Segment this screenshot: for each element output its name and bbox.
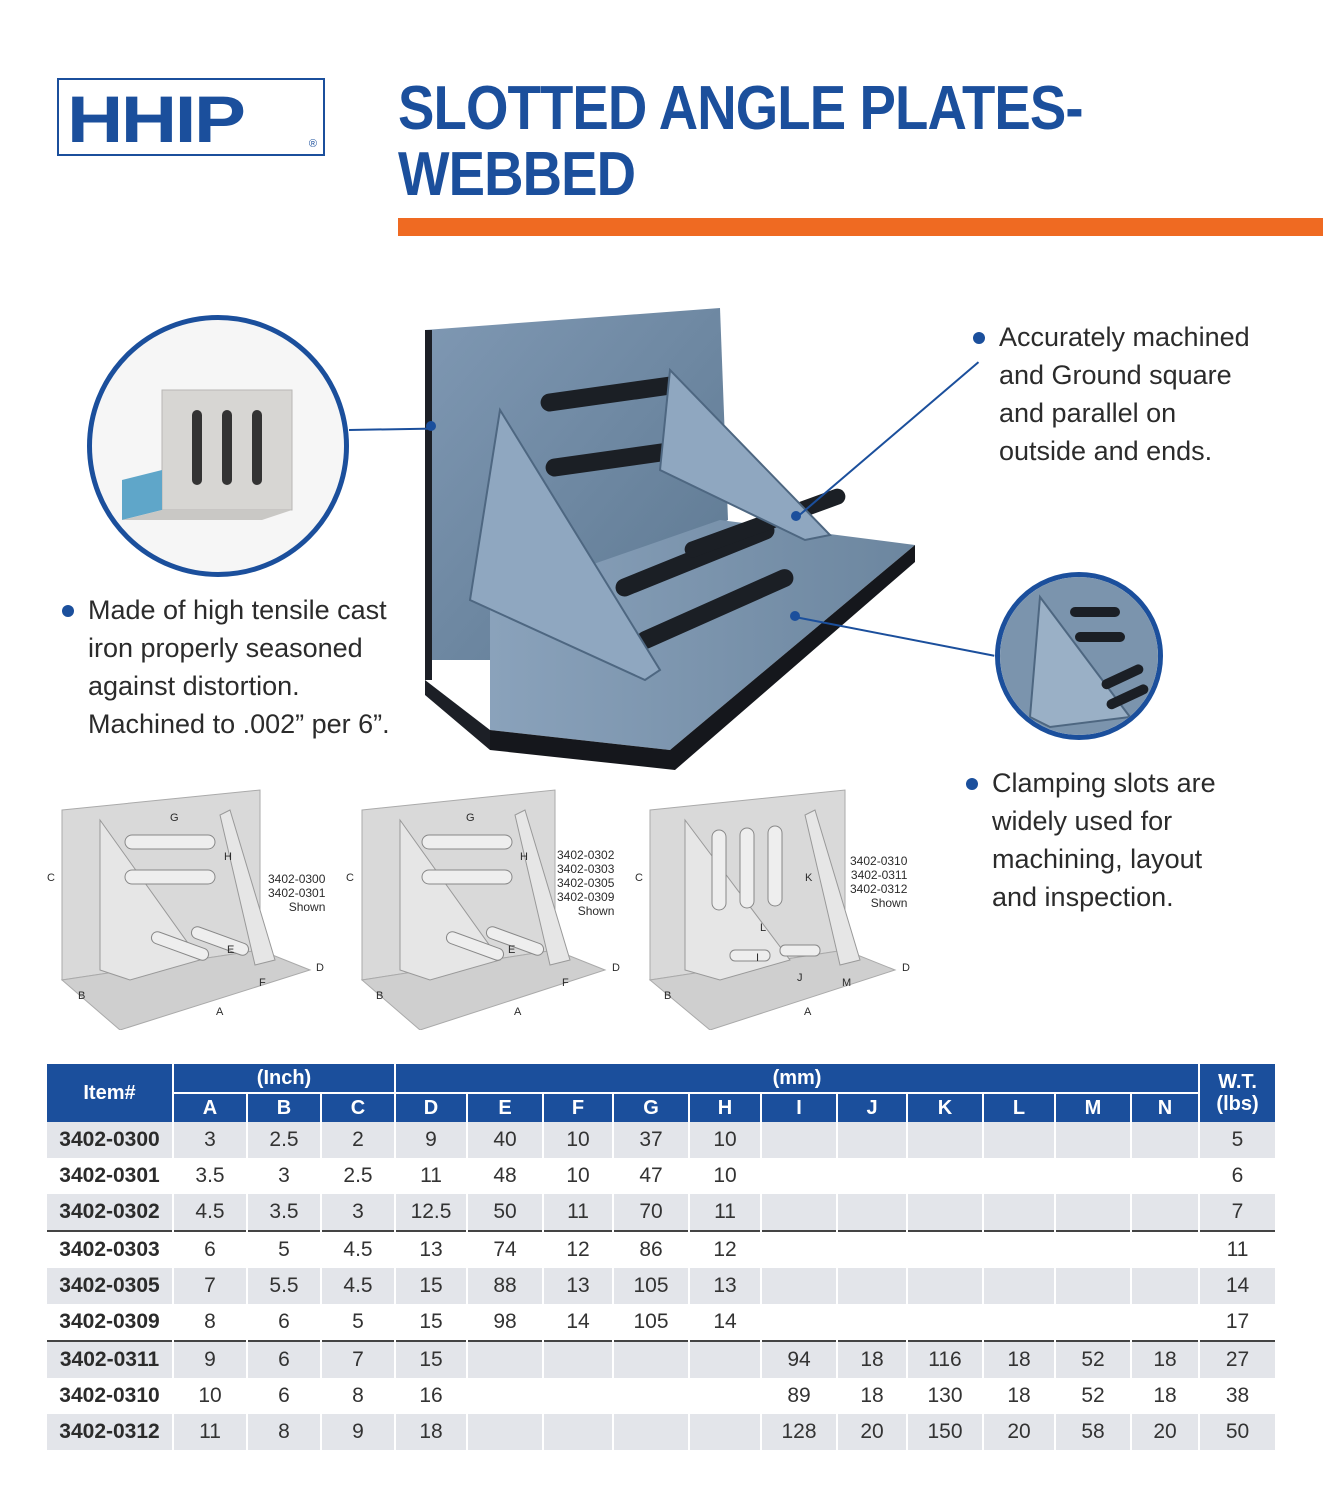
- table-cell: 15: [395, 1268, 467, 1304]
- detail-circle-slotted-plate: [87, 315, 349, 577]
- table-cell: 128: [761, 1414, 837, 1450]
- table-cell: 15: [395, 1341, 467, 1378]
- feature-machined-line: Accurately machined: [999, 322, 1250, 352]
- diagram-3-label-m: M: [842, 977, 852, 989]
- table-cell: 27: [1199, 1341, 1275, 1378]
- table-cell: [1131, 1158, 1199, 1194]
- column-header-l: L: [983, 1093, 1055, 1122]
- diagram-2-label-e: E: [508, 944, 516, 956]
- table-cell: [907, 1122, 983, 1158]
- model-number: 3402-0309: [557, 890, 615, 904]
- column-header-k: K: [907, 1093, 983, 1122]
- slotted-plate-image: [92, 320, 344, 572]
- table-cell: 89: [761, 1378, 837, 1414]
- diagram-1-models: [268, 872, 325, 914]
- feature-material-line: iron properly seasoned: [88, 633, 363, 663]
- item-number-cell: 3402-0305: [47, 1268, 173, 1304]
- table-cell: [761, 1122, 837, 1158]
- table-cell: 13: [395, 1231, 467, 1268]
- table-cell: [467, 1341, 543, 1378]
- bullet-icon: [62, 605, 74, 617]
- feature-machined-line: outside and ends.: [999, 436, 1213, 466]
- diagram-3-models: [850, 854, 907, 910]
- diagram-3-label-i: I: [756, 952, 760, 964]
- table-cell: 16: [395, 1378, 467, 1414]
- column-header-a: A: [173, 1093, 247, 1122]
- table-cell: 3: [321, 1194, 395, 1231]
- table-row: [47, 1194, 1275, 1231]
- table-row: [47, 1341, 1275, 1378]
- model-number: 3402-0310: [850, 854, 908, 868]
- table-cell: [1055, 1268, 1131, 1304]
- table-cell: 11: [1199, 1231, 1275, 1268]
- table-cell: 5.5: [247, 1268, 321, 1304]
- table-cell: 52: [1055, 1341, 1131, 1378]
- diagram-1-label-c: C: [47, 872, 55, 884]
- diagram-1-label-a: A: [216, 1006, 224, 1018]
- diagram-2-label-d: D: [612, 962, 620, 974]
- specification-table: [47, 1064, 1275, 1450]
- table-cell: 14: [543, 1304, 613, 1341]
- item-number-cell: 3402-0311: [47, 1341, 173, 1378]
- table-cell: 11: [395, 1158, 467, 1194]
- table-cell: 20: [1131, 1414, 1199, 1450]
- table-cell: 105: [613, 1268, 689, 1304]
- model-number: 3402-0300: [268, 872, 326, 886]
- diagram-3-label-c: C: [635, 872, 643, 884]
- table-cell: [761, 1194, 837, 1231]
- column-header-row: [47, 1093, 1275, 1122]
- table-cell: [689, 1341, 761, 1378]
- item-number-cell: 3402-0303: [47, 1231, 173, 1268]
- table-cell: 12: [689, 1231, 761, 1268]
- table-cell: 5: [1199, 1122, 1275, 1158]
- table-cell: 9: [321, 1414, 395, 1450]
- logo-text: HHIP: [67, 82, 244, 156]
- table-cell: [1131, 1268, 1199, 1304]
- table-cell: 18: [1131, 1378, 1199, 1414]
- table-cell: 6: [247, 1378, 321, 1414]
- table-cell: [983, 1268, 1055, 1304]
- item-number-cell: 3402-0302: [47, 1194, 173, 1231]
- table-row: [47, 1378, 1275, 1414]
- feature-material: [88, 591, 390, 743]
- table-cell: 2: [321, 1122, 395, 1158]
- table-cell: 9: [395, 1122, 467, 1158]
- table-cell: 15: [395, 1304, 467, 1341]
- table-cell: [543, 1378, 613, 1414]
- table-row: [47, 1158, 1275, 1194]
- table-cell: 7: [321, 1341, 395, 1378]
- column-header-f: F: [543, 1093, 613, 1122]
- table-cell: [1131, 1304, 1199, 1341]
- table-cell: 105: [613, 1304, 689, 1341]
- feature-material-line: against distortion.: [88, 671, 300, 701]
- table-cell: [837, 1122, 907, 1158]
- model-number: 3402-0312: [850, 882, 908, 896]
- table-cell: 5: [321, 1304, 395, 1341]
- table-cell: [983, 1122, 1055, 1158]
- leader-dot-3: [791, 511, 801, 521]
- table-cell: [837, 1194, 907, 1231]
- diagram-2-label-g: G: [466, 812, 475, 824]
- table-cell: [543, 1414, 613, 1450]
- table-cell: [983, 1231, 1055, 1268]
- column-header-i: I: [761, 1093, 837, 1122]
- diagram-2-label-f: F: [562, 977, 569, 989]
- feature-machined-line: and parallel on: [999, 398, 1177, 428]
- table-cell: 14: [689, 1304, 761, 1341]
- table-cell: [837, 1158, 907, 1194]
- diagram-1-label-e: E: [227, 944, 235, 956]
- feature-slots-line: machining, layout: [992, 844, 1203, 874]
- column-header-j: J: [837, 1093, 907, 1122]
- table-cell: 116: [907, 1341, 983, 1378]
- table-cell: [907, 1231, 983, 1268]
- table-cell: [1055, 1194, 1131, 1231]
- model-number: 3402-0302: [557, 848, 615, 862]
- table-cell: 7: [173, 1268, 247, 1304]
- table-cell: [467, 1414, 543, 1450]
- table-cell: 130: [907, 1378, 983, 1414]
- table-cell: [837, 1304, 907, 1341]
- diagram-2-models: [557, 848, 614, 918]
- diagram-1-label-g: G: [170, 812, 179, 824]
- table-cell: 14: [1199, 1268, 1275, 1304]
- table-cell: 9: [173, 1341, 247, 1378]
- leader-dot-1: [426, 421, 436, 431]
- table-cell: 52: [1055, 1378, 1131, 1414]
- table-cell: 2.5: [247, 1122, 321, 1158]
- table-cell: 18: [1131, 1341, 1199, 1378]
- diagram-2-label-h: H: [520, 851, 528, 863]
- web-detail-image: [1000, 577, 1158, 735]
- table-cell: [761, 1268, 837, 1304]
- table-cell: [613, 1414, 689, 1450]
- table-row: [47, 1414, 1275, 1450]
- diagram-1-label-d: D: [316, 962, 324, 974]
- column-header-d: D: [395, 1093, 467, 1122]
- table-cell: 40: [467, 1122, 543, 1158]
- column-header-b: B: [247, 1093, 321, 1122]
- table-cell: 20: [983, 1414, 1055, 1450]
- table-cell: 10: [689, 1158, 761, 1194]
- diagram-3-label-d: D: [902, 962, 910, 974]
- table-cell: 74: [467, 1231, 543, 1268]
- table-cell: 3.5: [173, 1158, 247, 1194]
- table-cell: 70: [613, 1194, 689, 1231]
- table-cell: 10: [543, 1122, 613, 1158]
- table-cell: 50: [1199, 1414, 1275, 1450]
- table-cell: 18: [983, 1378, 1055, 1414]
- table-cell: 6: [173, 1231, 247, 1268]
- table-cell: [613, 1341, 689, 1378]
- shown-caption: Shown: [288, 900, 326, 914]
- registered-mark: ®: [308, 138, 317, 150]
- table-cell: 4.5: [173, 1194, 247, 1231]
- hhip-logo: [57, 78, 325, 156]
- title-line-2: WEBBED: [398, 140, 636, 209]
- mm-header-text: (mm): [772, 1066, 822, 1089]
- table-cell: 18: [837, 1378, 907, 1414]
- table-cell: 7: [1199, 1194, 1275, 1231]
- item-number-cell: 3402-0310: [59, 1384, 160, 1407]
- table-cell: [689, 1414, 761, 1450]
- column-header-e: E: [467, 1093, 543, 1122]
- table-cell: 5: [247, 1231, 321, 1268]
- table-row: [47, 1268, 1275, 1304]
- table-cell: [467, 1378, 543, 1414]
- table-cell: 58: [1055, 1414, 1131, 1450]
- specification-table-body: [47, 1122, 1275, 1450]
- table-cell: 98: [467, 1304, 543, 1341]
- shown-caption: Shown: [577, 904, 615, 918]
- table-cell: [907, 1304, 983, 1341]
- title-underline: [398, 218, 1323, 236]
- table-cell: 11: [689, 1194, 761, 1231]
- diagram-1-label-f: F: [259, 977, 266, 989]
- table-cell: 4.5: [321, 1268, 395, 1304]
- table-cell: 11: [543, 1194, 613, 1231]
- model-number: 3402-0301: [268, 886, 326, 900]
- weight-header-line: W.T.: [1218, 1071, 1257, 1093]
- title-line-1: SLOTTED ANGLE PLATES-: [398, 74, 1083, 143]
- table-cell: [837, 1231, 907, 1268]
- table-cell: [907, 1194, 983, 1231]
- table-cell: [1055, 1122, 1131, 1158]
- item-number-cell: 3402-0300: [47, 1122, 173, 1158]
- angle-plate-product-image: [410, 300, 930, 770]
- table-cell: 18: [395, 1414, 467, 1450]
- table-cell: 3.5: [247, 1194, 321, 1231]
- table-cell: [907, 1158, 983, 1194]
- feature-slots-line: and inspection.: [992, 882, 1174, 912]
- item-number-cell: 3402-0312: [47, 1414, 173, 1450]
- table-cell: 8: [321, 1378, 395, 1414]
- table-cell: [1131, 1122, 1199, 1158]
- diagram-2-label-c: C: [346, 872, 354, 884]
- feature-slots: [992, 764, 1216, 916]
- model-number: 3402-0305: [557, 876, 615, 890]
- table-cell: 20: [837, 1414, 907, 1450]
- column-header-m: M: [1055, 1093, 1131, 1122]
- feature-slots-line: widely used for: [992, 806, 1173, 836]
- column-header-c: C: [321, 1093, 395, 1122]
- table-cell: [761, 1158, 837, 1194]
- table-cell: 50: [467, 1194, 543, 1231]
- page-title: [398, 76, 1172, 208]
- feature-material-line: Made of high tensile cast: [88, 595, 387, 625]
- diagram-3-label-b: B: [664, 990, 672, 1002]
- table-cell: 86: [613, 1231, 689, 1268]
- table-cell: [837, 1268, 907, 1304]
- table-row: [47, 1304, 1275, 1341]
- table-cell: 17: [1199, 1304, 1275, 1341]
- table-cell: [983, 1158, 1055, 1194]
- table-cell: 13: [543, 1268, 613, 1304]
- table-cell: [543, 1341, 613, 1378]
- table-cell: 6: [247, 1341, 321, 1378]
- model-number: 3402-0303: [557, 862, 615, 876]
- table-cell: [907, 1268, 983, 1304]
- table-cell: [689, 1378, 761, 1414]
- table-cell: [1055, 1158, 1131, 1194]
- bullet-icon: [973, 332, 985, 344]
- table-cell: 12: [543, 1231, 613, 1268]
- diagram-3-label-a: A: [804, 1006, 812, 1018]
- table-cell: 3: [173, 1122, 247, 1158]
- diagram-1-label-h: H: [224, 851, 232, 863]
- table-row: [47, 1122, 1275, 1158]
- table-cell: 150: [907, 1414, 983, 1450]
- bullet-icon: [966, 778, 978, 790]
- diagram-2-label-a: A: [514, 1006, 522, 1018]
- weight-header-line: (lbs): [1216, 1093, 1259, 1115]
- item-number-cell: 3402-0301: [59, 1164, 160, 1187]
- feature-machined: [999, 318, 1250, 470]
- weight-header: [1199, 1064, 1275, 1122]
- table-cell: 6: [1199, 1158, 1275, 1194]
- model-number: 3402-0311: [850, 868, 908, 882]
- table-cell: [761, 1231, 837, 1268]
- diagram-1-label-b: B: [78, 990, 86, 1002]
- table-cell: [983, 1304, 1055, 1341]
- table-cell: [613, 1378, 689, 1414]
- feature-slots-line: Clamping slots are: [992, 768, 1216, 798]
- table-cell: [1131, 1231, 1199, 1268]
- detail-circle-web: [995, 572, 1163, 740]
- table-cell: 18: [837, 1341, 907, 1378]
- diagram-2-label-b: B: [376, 990, 384, 1002]
- item-header: Item#: [47, 1064, 173, 1122]
- table-cell: 11: [173, 1414, 247, 1450]
- table-cell: 8: [173, 1304, 247, 1341]
- table-cell: 10: [689, 1122, 761, 1158]
- table-cell: 38: [1199, 1378, 1275, 1414]
- table-cell: [1131, 1194, 1199, 1231]
- column-header-n: N: [1131, 1093, 1199, 1122]
- column-header-g: G: [613, 1093, 689, 1122]
- table-cell: 88: [467, 1268, 543, 1304]
- table-cell: 6: [247, 1304, 321, 1341]
- table-cell: [1055, 1304, 1131, 1341]
- table-cell: 12.5: [395, 1194, 467, 1231]
- table-cell: 47: [613, 1158, 689, 1194]
- table-cell: 48: [467, 1158, 543, 1194]
- table-cell: 18: [983, 1341, 1055, 1378]
- table-cell: 94: [761, 1341, 837, 1378]
- column-header-h: H: [689, 1093, 761, 1122]
- mm-header: [395, 1064, 1199, 1093]
- table-cell: 8: [247, 1414, 321, 1450]
- table-cell: 4.5: [321, 1231, 395, 1268]
- table-cell: 37: [613, 1122, 689, 1158]
- table-cell: [1055, 1231, 1131, 1268]
- feature-material-line: Machined to .002” per 6”.: [88, 709, 390, 739]
- inch-header: (Inch): [173, 1064, 395, 1093]
- table-cell: [761, 1304, 837, 1341]
- feature-machined-line: and Ground square: [999, 360, 1232, 390]
- table-row: [47, 1231, 1275, 1268]
- item-number-cell: 3402-0309: [59, 1310, 160, 1333]
- table-cell: 10: [173, 1378, 247, 1414]
- diagram-3-label-l: L: [760, 922, 767, 934]
- diagram-3-label-k: K: [805, 872, 813, 884]
- table-cell: 2.5: [321, 1158, 395, 1194]
- table-cell: 10: [543, 1158, 613, 1194]
- table-cell: [983, 1194, 1055, 1231]
- leader-dot-2: [790, 611, 800, 621]
- table-cell: 3: [247, 1158, 321, 1194]
- shown-caption: Shown: [870, 896, 908, 910]
- diagram-3-label-j: J: [797, 972, 803, 984]
- table-cell: 13: [689, 1268, 761, 1304]
